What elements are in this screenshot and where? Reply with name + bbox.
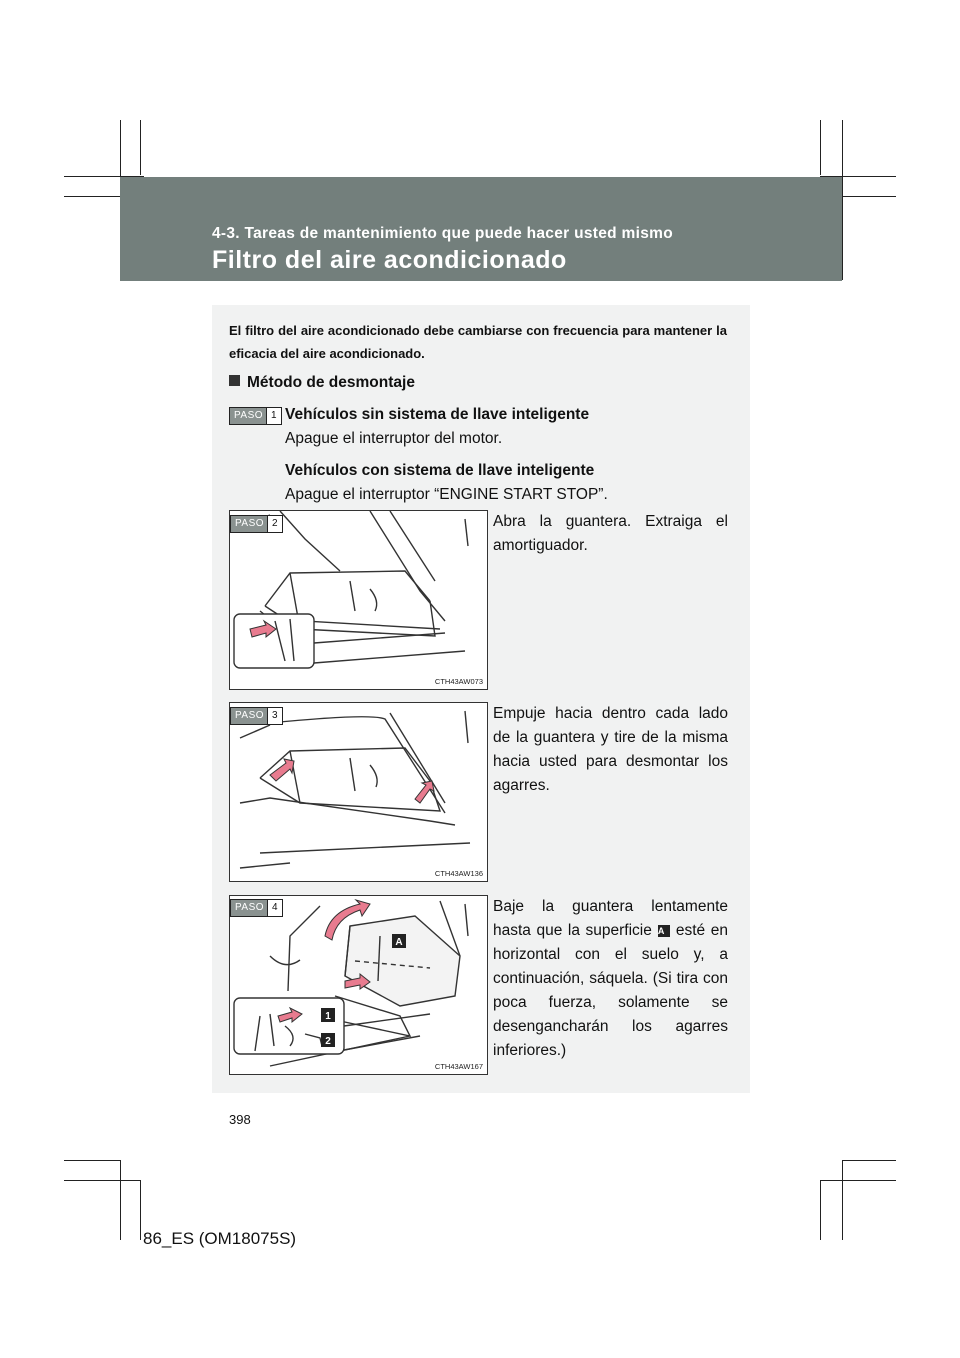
crop-mark	[140, 1180, 141, 1240]
figure-code: CTH43AW136	[434, 869, 483, 878]
step4-text-before: Baje la guantera lentamente hasta que la superficie	[493, 898, 728, 939]
square-bullet-icon	[229, 375, 240, 386]
crop-mark	[842, 196, 896, 197]
step-number: 4	[267, 900, 282, 916]
crop-mark	[64, 1160, 120, 1161]
page-number: 398	[229, 1112, 251, 1127]
page-header	[120, 177, 842, 281]
step1-text-a: Apague el interruptor del motor.	[285, 430, 503, 447]
step1-heading-a: Vehículos sin sistema de llave inteligente	[285, 406, 590, 423]
step1-heading-b: Vehículos con sistema de llave inteligente	[285, 462, 595, 479]
footer-code: 86_ES (OM18075S)	[143, 1229, 297, 1248]
intro-text: El filtro del aire acondicionado debe cambiarse con frecuencia para mantener la eficacia del aire acondicionado.	[229, 323, 727, 361]
step-label: PASO	[231, 900, 267, 916]
glovebox-open-illustration	[230, 511, 487, 689]
crop-mark	[140, 120, 141, 175]
crop-mark	[64, 1180, 140, 1181]
step-label: PASO	[231, 708, 267, 724]
step3-text: Empuje hacia dentro cada lado de la guantera y tire de la misma hacia usted para desmontar los agarres.	[493, 705, 728, 794]
glovebox-remove-illustration	[230, 896, 487, 1074]
figure-step-3	[229, 702, 488, 882]
figure-step-2	[229, 510, 488, 690]
step-label: PASO	[230, 408, 266, 424]
crop-mark	[120, 1160, 121, 1240]
step-badge-1	[229, 407, 282, 425]
callout-2: 2	[325, 1036, 331, 1047]
step-number: 3	[267, 708, 282, 724]
step-number: 2	[267, 516, 282, 532]
figure-code: CTH43AW073	[434, 677, 483, 686]
surface-a-badge: A	[658, 925, 670, 937]
subheading-text: Método de desmontaje	[247, 374, 415, 391]
subheading	[229, 374, 415, 392]
crop-mark	[64, 196, 120, 197]
step-badge-4	[230, 899, 283, 917]
step-number: 1	[266, 408, 281, 424]
crop-mark	[842, 1160, 843, 1240]
crop-mark	[842, 1160, 896, 1161]
figure-code: CTH43AW167	[434, 1062, 483, 1071]
glovebox-squeeze-illustration	[230, 703, 487, 881]
crop-mark	[820, 120, 821, 175]
step-badge-2	[230, 515, 283, 533]
step4-text	[493, 895, 728, 1063]
crop-mark	[820, 1180, 896, 1181]
step4-text-after: esté en horizontal con el suelo y, a continuación, sáquela. (Si tira con poca fuerza, solamente se desengancharán los agarres inferiores.)	[493, 922, 728, 1059]
page-title: Filtro del aire acondicionado	[212, 246, 567, 274]
crop-mark	[842, 120, 843, 280]
callout-a: A	[395, 937, 403, 948]
step-badge-3	[230, 707, 283, 725]
step-label: PASO	[231, 516, 267, 532]
callout-1: 1	[325, 1011, 331, 1022]
figure-step-4	[229, 895, 488, 1075]
crop-mark	[820, 1180, 821, 1240]
step1-text-b: Apague el interruptor “ENGINE START STOP”.	[285, 486, 608, 503]
section-title: 4-3. Tareas de mantenimiento que puede hacer usted mismo	[212, 225, 673, 242]
step2-text: Abra la guantera. Extraiga el amortiguador.	[493, 513, 728, 554]
